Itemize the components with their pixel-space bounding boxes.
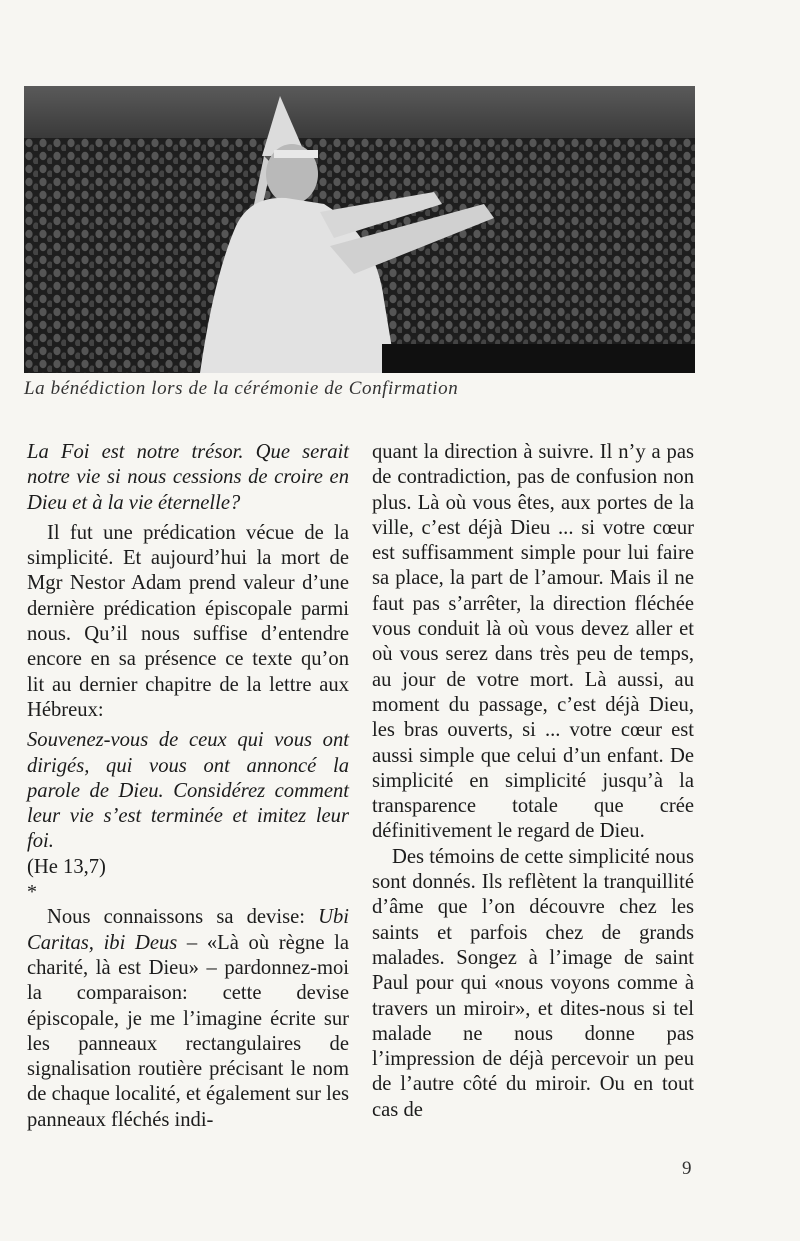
photo-caption: La bénédiction lors de la cérémonie de Confirmation [24, 378, 459, 399]
photo-illustration [24, 86, 695, 373]
paragraph: quant la direction à suivre. Il n’y a pas de contradiction, pas de confusion non plus. Là où vous êtes, aux portes de la ville, c’est déjà Dieu ... si votre cœur est suffisamment simple pour lui faire sa place, la part de l’amour. Mais il ne faut pas s’arrêter, la direction fléchée vous conduit là où vous devez aller et où vous serez dans très peu de temps, au jour de votre mort. Là aussi, au moment du passage, c’est déjà Dieu, les bras ouverts, si ... votre cœur est aussi simple que celui d’un enfant. De simplicité en simplicité jusqu’à la transparence totale que crée définitivement le regard de Dieu. [372, 441, 694, 843]
paragraph-text: Nous connaissons sa devise: [47, 906, 319, 929]
paragraph: Il fut une prédication vécue de la simplicité. Et aujourd’hui la mort de Mgr Nestor Adam prend valeur d’une dernière prédication épiscopale parmi nous. Qu’il nous suffise d’entendre encore en sa présence ce texte qu’on lit au dernier chapitre de la lettre aux Hébreux: [27, 521, 349, 721]
intro-italic: La Foi est notre trésor. Que serait notre vie si nous cessions de croire en Dieu et à la vie éternelle? [27, 441, 349, 514]
section-separator: * [27, 881, 37, 904]
bishop-blessing-photo [24, 86, 695, 373]
bible-reference: (He 13,7) [27, 855, 106, 878]
right-column [372, 440, 694, 1123]
left-column [27, 440, 349, 1133]
paragraph-text: – «Là où règne la charité, là est Dieu» – pardonnez-moi la comparaison: cette devise épiscopale, je me l’imagine écrite sur les panneaux rectangulaires de signalisation routière précisant le nom de chaque localité, et également sur les panneaux fléchés indi- [27, 931, 349, 1131]
paragraph [27, 905, 349, 1133]
page-number: 9 [682, 1158, 692, 1179]
motto: Ubi Caritas, ibi Deus [27, 906, 349, 954]
quote: Souvenez-vous de ceux qui vous ont dirigés, qui vous ont annoncé la parole de Dieu. Considérez comment leur vie s’est terminée et imitez leur foi. [27, 729, 349, 853]
paragraph: Des témoins de cette simplicité nous sont donnés. Ils reflètent la tranquillité d’âme que l’on découvre chez les saints et parfois chez de grands malades. Songez à l’image de saint Paul pour qui «nous voyons comme à travers un miroir», et dites-nous si tel malade ne nous donne pas l’impression de déjà percevoir un peu de l’autre côté du miroir. Ou en tout cas de [372, 845, 694, 1121]
